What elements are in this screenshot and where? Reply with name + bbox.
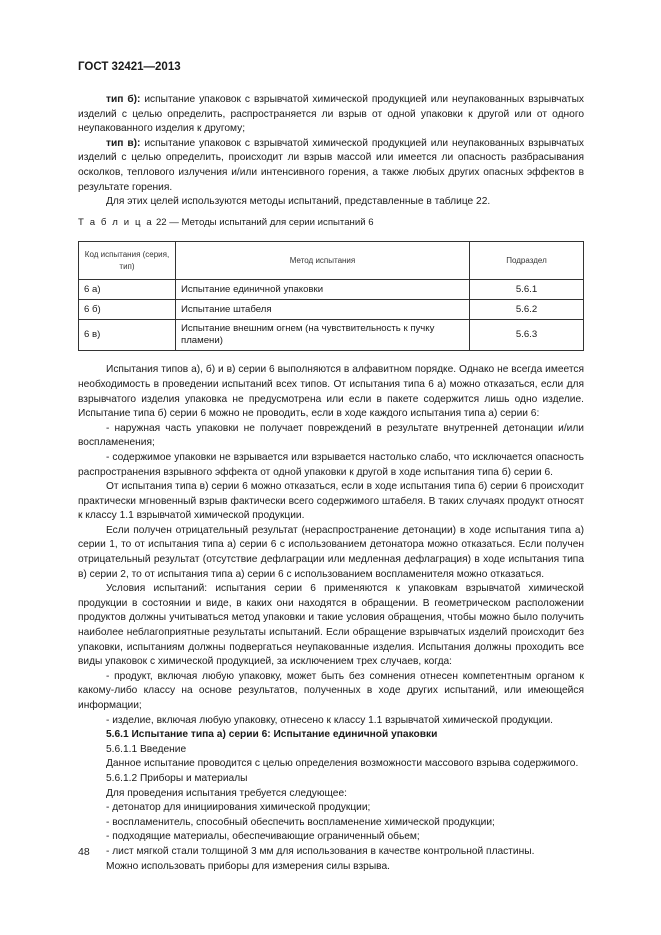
body-paragraph: Испытания типов а), б) и в) серии 6 выполняются в алфавитном порядке. Однако не всегда имеется необходимость в проведении испытаний всех типов. От испытания типа 6 а) можно отказаться, если для взрывчатого изделия упаковка не предусмотрена или если в пакете содержится лишь одно изделие. Испытание типа б) серии 6 можно не проводить, если в ходе каждого испытания типа а) серии 6: xyxy=(78,364,584,420)
cell-subsection: 5.6.2 xyxy=(470,300,584,320)
intro-text-type-c: испытание упаковок с взрывчатой химической продукцией или неупакованных взрывчатых изделий с целью определить, происходит ли взрыв массой или имеется ли опасность разбрасывания осколков, теплового излучения и/или интенсивного горения, а также любых других опасных эффектов в результате горения. xyxy=(78,137,584,193)
subsection-heading-equipment: 5.6.1.2 Приборы и материалы xyxy=(106,772,248,784)
cell-subsection: 5.6.3 xyxy=(470,320,584,351)
cell-code: 6 а) xyxy=(79,280,176,300)
cell-method: Испытание единичной упаковки xyxy=(176,280,470,300)
term-type-b: тип б): xyxy=(106,94,141,105)
list-item: - изделие, включая любую упаковку, отнесено к классу 1.1 взрывчатой химической продукции. xyxy=(106,714,553,726)
intro-text-type-b: испытание упаковок с взрывчатой химической продукцией или неупакованных взрывчатых изделий с целью определить, распространяется ли взрыв от одной упаковки к другой или от одного неупакованного изделия к другому; xyxy=(78,94,584,135)
subsection-heading-intro: 5.6.1.1 Введение xyxy=(106,743,187,755)
header-test-method: Метод испытания xyxy=(176,242,470,280)
section-heading: 5.6.1 Испытание типа а) серии 6: Испытание единичной упаковки xyxy=(106,729,438,741)
table-caption xyxy=(78,216,584,231)
cell-subsection: 5.6.1 xyxy=(470,280,584,300)
cell-method: Испытание внешним огнем (на чувствительность к пучку пламени) xyxy=(176,320,470,351)
table-caption-prefix: Т а б л и ц а xyxy=(78,216,154,228)
header-test-code: Код испытания (серия, тип) xyxy=(79,242,176,280)
closing-paragraph: Можно использовать приборы для измерения силы взрыва. xyxy=(106,860,390,872)
cell-code: 6 б) xyxy=(79,300,176,320)
table-caption-title: 22 — Методы испытаний для серии испытаний 6 xyxy=(153,216,374,228)
list-item: - воспламенитель, способный обеспечить воспламенение химической продукции; xyxy=(106,816,495,828)
page-number: 48 xyxy=(78,846,90,858)
list-item: - детонатор для инициирования химической продукции; xyxy=(106,802,371,814)
subsection-text: Данное испытание проводится с целью определения возможности массового взрыва содержимого. xyxy=(106,758,579,770)
table-row xyxy=(79,280,584,300)
cell-method: Испытание штабеля xyxy=(176,300,470,320)
intro-paragraph-type-c xyxy=(78,137,584,195)
body-paragraph: Если получен отрицательный результат (нераспространение детонации) в ходе испытания типа а) серии 1, то от испытания типа а) серии 6 с использованием детонатора можно отказаться. Если получен отрицательный результат (отсутствие дефлаграции или медленная дефлаграция) в ходе испытания типа в) серии 2, то от испытания типа а) серии 6 с использованием воспламенителя можно отказаться. xyxy=(78,524,584,580)
intro-last-paragraph: Для этих целей используются методы испытаний, представленные в таблице 22. xyxy=(106,196,491,208)
list-item: - продукт, включая любую упаковку, может быть без сомнения отнесен компетентным органом к какому-либо классу на основе результатов, полученных в ходе других испытаний, или имеющейся информации; xyxy=(78,670,584,711)
header-subsection: Подраздел xyxy=(470,242,584,280)
body-paragraph: От испытания типа в) серии 6 можно отказаться, если в ходе испытания типа б) серии 6 происходит практически мгновенный взрыв фактически всего содержимого штабеля. В таких случаях продукт относят к классу 1.1 взрывчатой химической продукции. xyxy=(78,481,584,522)
cell-code: 6 в) xyxy=(79,320,176,351)
list-item: - подходящие материалы, обеспечивающие ограниченный обьем; xyxy=(106,831,420,843)
methods-table xyxy=(78,241,584,351)
intro-paragraph-type-b xyxy=(78,93,584,137)
term-type-c: тип в): xyxy=(106,137,141,149)
list-item: - лист мягкой стали толщиной 3 мм для использования в качестве контрольной пластины. xyxy=(106,845,535,857)
table-header-row xyxy=(79,242,584,280)
table-row xyxy=(79,300,584,320)
body-paragraph: Условия испытаний: испытания серии 6 применяются к упаковкам взрывчатой химической продукции в состоянии и виде, в каких они находятся в обращении. В геометрическом расположении продуктов должны учитываться метод упаковки и такие условия обращения, чтобы можно было получить наиболее неблагоприятные результаты испытаний. Если обращение взрывчатых изделий происходит без упаковки, испытаниям должны подвергаться неупакованные изделия. Испытания должны проходить все виды упаковок с химической продукцией, за исключением трех случаев, когда: xyxy=(78,583,584,668)
list-item: - содержимое упаковки не взрывается или взрывается настолько слабо, что исключается опасность распространения взрывного эффекта от одной упаковки к другой в ходе испытания типа б) серии 6. xyxy=(78,451,584,478)
subsection-intro-text: Для проведения испытания требуется следующее: xyxy=(106,787,347,799)
list-item: - наружная часть упаковки не получает повреждений в результате внутренней детонации и/или воспламенения; xyxy=(78,422,584,449)
table-row xyxy=(79,320,584,351)
page-content xyxy=(78,93,584,874)
document-header: ГОСТ 32421—2013 xyxy=(78,61,181,73)
